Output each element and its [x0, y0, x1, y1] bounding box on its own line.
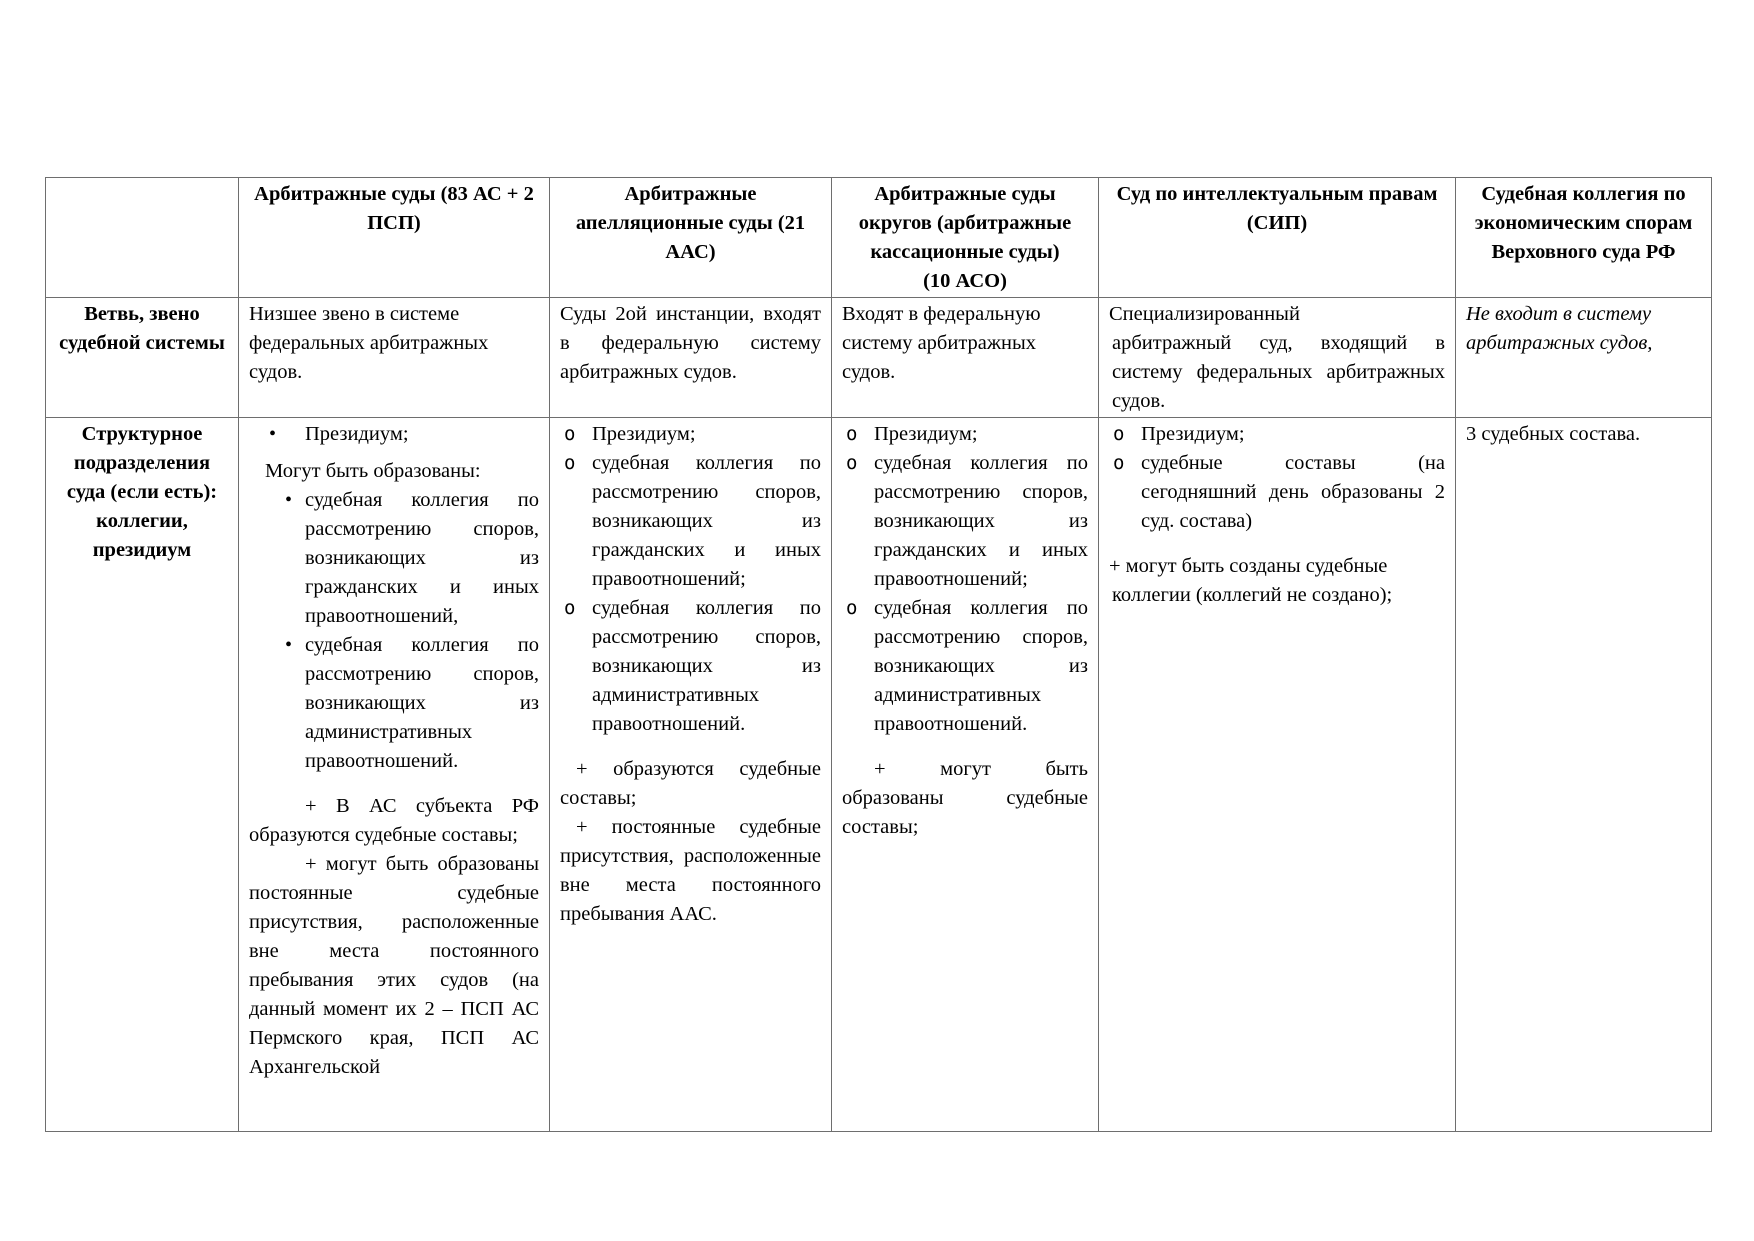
list-item-text: судебная коллегия по рассмотрению споров, возникающих из гражданских и иных правоотношений, [305, 489, 539, 627]
paragraph-compositions: + могут быть образованы судебные составы; [842, 758, 1088, 838]
cell-branch-ip-line1: Специализированный [1109, 303, 1300, 325]
header-ip-court-title: Суд по интеллектуальным правам [1116, 183, 1438, 205]
table-header-row [46, 178, 1712, 298]
list-item: • Президиум; [249, 420, 539, 449]
cell-branch-ip [1099, 298, 1456, 418]
header-ip-court [1099, 178, 1456, 298]
collegium-list [249, 486, 539, 776]
header-district-courts [832, 178, 1099, 298]
cell-branch-arbitration: Низшее звено в системе федеральных арбитражных судов. [239, 298, 550, 418]
row-label-structure: Структурное подразделения суда (если есть): коллегии, президиум [46, 418, 239, 1132]
cell-structure-collegium: 3 судебных состава. [1456, 418, 1712, 1132]
list-item: o Президиум; [1109, 420, 1445, 449]
presidium-list [249, 420, 539, 449]
list-item: o судебная коллегия по рассмотрению споров, возникающих из административных правоотношений. [842, 594, 1088, 739]
structure-list [560, 420, 821, 739]
cell-structure-arbitration [239, 418, 550, 1132]
courts-comparison-table [45, 177, 1712, 1132]
list-item: o судебная коллегия по рассмотрению споров, возникающих из административных правоотношений. [560, 594, 821, 739]
paragraph-compositions: + образуются судебные составы; [560, 758, 821, 809]
structure-list [842, 420, 1088, 739]
cell-branch-ip-text: арбитражный суд, входящий в систему федеральных арбитражных судов. [1112, 332, 1445, 412]
may-be-formed-label: Могут быть образованы: [265, 460, 481, 482]
paragraph-presences: + могут быть образованы постоянные судебные присутствия, расположенные вне места постоянного пребывания этих судов (на данный момент их 2 – ПСП АС Пермского края, ПСП АС Архангельской [249, 853, 539, 1078]
cell-structure-ip [1099, 418, 1456, 1132]
paragraph-collegia-line1: + могут быть созданы судебные [1109, 555, 1388, 577]
header-appeal-courts: Арбитражные апелляционные суды (21 ААС) [550, 178, 832, 298]
header-arbitration-courts: Арбитражные суды (83 АС + 2 ПСП) [239, 178, 550, 298]
structure-list [1109, 420, 1445, 536]
paragraph-compositions: + В АС субъекта РФ образуются судебные составы; [249, 795, 539, 846]
cell-structure-appeal [550, 418, 832, 1132]
cell-branch-collegium: Не входит в систему арбитражных судов, [1456, 298, 1712, 418]
list-item: o Президиум; [842, 420, 1088, 449]
header-district-courts-title: Арбитражные суды округов (арбитражные кассационные суды) [858, 183, 1072, 263]
table-row-structure [46, 418, 1712, 1132]
cell-branch-district: Входят в федеральную систему арбитражных судов. [832, 298, 1099, 418]
table-row-branch [46, 298, 1712, 418]
list-item: o судебная коллегия по рассмотрению споров, возникающих из гражданских и иных правоотношений; [560, 449, 821, 594]
row-label-branch: Ветвь, звено судебной системы [46, 298, 239, 418]
paragraph-presences: + постоянные судебные присутствия, расположенные вне места постоянного пребывания ААС. [560, 816, 821, 925]
list-item [265, 631, 539, 776]
cell-structure-district [832, 418, 1099, 1132]
list-item: o судебные составы (на сегодняшний день образованы 2 суд. состава) [1109, 449, 1445, 536]
cell-branch-appeal: Суды 2ой инстанции, входят в федеральную систему арбитражных судов. [550, 298, 832, 418]
list-item-text: судебная коллегия по рассмотрению споров, возникающих из административных правоотношений. [305, 634, 539, 772]
header-empty-cell [46, 178, 239, 298]
header-economic-collegium: Судебная коллегия по экономическим спорам Верховного суда РФ [1456, 178, 1712, 298]
paragraph-collegia-line2: коллегии (коллегий не создано); [1112, 584, 1393, 606]
list-item: o Президиум; [560, 420, 821, 449]
list-item: o судебная коллегия по рассмотрению споров, возникающих из гражданских и иных правоотношений; [842, 449, 1088, 594]
list-item [265, 486, 539, 631]
document-page [45, 177, 1712, 1132]
header-ip-court-abbr: (СИП) [1246, 212, 1308, 234]
header-district-courts-count: (10 АСО) [923, 270, 1007, 292]
